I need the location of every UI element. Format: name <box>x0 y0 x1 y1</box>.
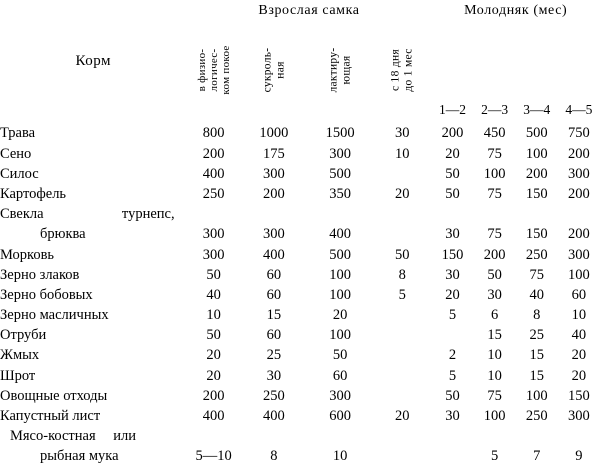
cell-value: 300 <box>568 408 590 425</box>
subheader-age-2-3 <box>474 22 516 118</box>
row-label <box>0 205 187 225</box>
row-label: Жмых <box>0 347 40 364</box>
cell-value: 50 <box>395 246 410 263</box>
row-label: Силос <box>0 165 39 182</box>
cell-value <box>373 205 431 225</box>
subheader-pregnant-label: сукроль- ная <box>261 47 286 93</box>
cell-value: 500 <box>525 125 548 142</box>
cell-value <box>373 427 431 447</box>
cell-value: 75 <box>487 387 502 404</box>
cell-value: 300 <box>262 165 285 182</box>
table-row <box>0 346 600 366</box>
subheader-resting-label: в физио- логичес- ком покое <box>195 45 232 95</box>
row-label: Трава <box>0 125 36 142</box>
table-row <box>0 386 600 406</box>
cell-value: 40 <box>571 327 587 344</box>
cell-value: 300 <box>568 246 590 263</box>
cell-value: 10 <box>332 448 348 465</box>
cell-value: 250 <box>202 185 225 202</box>
cell-value: 8 <box>270 448 278 465</box>
table-row <box>0 205 600 225</box>
row-label: Зерно бобовых <box>0 286 93 303</box>
row-label-text: Свекла <box>0 206 44 223</box>
cell-value <box>241 205 307 225</box>
table-row <box>0 306 600 326</box>
cell-value <box>373 346 431 366</box>
cell-value: 20 <box>571 347 587 364</box>
cell-value: 30 <box>445 226 460 243</box>
cell-value: 9 <box>575 448 583 465</box>
cell-value: 8 <box>533 307 541 324</box>
row-label: Капустный лист <box>0 408 101 425</box>
cell-value: 15 <box>529 347 544 364</box>
cell-value: 200 <box>262 185 285 202</box>
cell-value: 300 <box>329 387 351 404</box>
cell-value: 20 <box>445 145 460 162</box>
cell-value <box>431 447 473 467</box>
cell-value: 450 <box>483 125 506 142</box>
cell-value: 300 <box>568 165 590 182</box>
row-label: Отруби <box>0 327 47 344</box>
cell-value: 50 <box>206 327 221 344</box>
cell-value: 1000 <box>259 125 289 142</box>
cell-value: 75 <box>529 266 544 283</box>
header-group-row <box>0 0 600 22</box>
row-label-text-right: турнепс, <box>121 206 175 223</box>
cell-value: 150 <box>441 246 464 263</box>
cell-value: 250 <box>525 408 548 425</box>
cell-value: 100 <box>525 387 548 404</box>
cell-value: 400 <box>202 165 225 182</box>
cell-value: 30 <box>395 125 410 142</box>
cell-value: 100 <box>525 145 548 162</box>
cell-value: 25 <box>529 327 544 344</box>
cell-value: 30 <box>445 408 460 425</box>
cell-value: 100 <box>568 266 590 283</box>
cell-value: 200 <box>525 165 548 182</box>
cell-value: 20 <box>395 185 410 202</box>
cell-value <box>373 366 431 386</box>
cell-value: 400 <box>329 226 351 243</box>
table-row <box>0 124 600 144</box>
cell-value: 250 <box>525 246 548 263</box>
cell-value: 300 <box>329 145 351 162</box>
subheader-pregnant <box>241 22 307 118</box>
cell-value: 100 <box>483 408 506 425</box>
cell-value: 500 <box>329 246 351 263</box>
cell-value: 200 <box>202 145 225 162</box>
table-row <box>0 245 600 265</box>
cell-value: 30 <box>445 266 460 283</box>
cell-value: 10 <box>487 347 502 364</box>
row-label-text-cont: рыбная мука <box>40 448 119 465</box>
cell-value: 10 <box>395 145 410 162</box>
cell-value <box>558 427 600 447</box>
row-label <box>0 225 187 245</box>
cell-value: 30 <box>266 367 282 384</box>
cell-value: 600 <box>329 408 351 425</box>
cell-value: 800 <box>202 125 225 142</box>
cell-value: 750 <box>568 125 590 142</box>
row-label <box>0 427 187 447</box>
cell-value: 50 <box>445 387 460 404</box>
row-label: Зерно масличных <box>0 307 109 324</box>
cell-value: 6 <box>490 307 499 324</box>
cell-value: 20 <box>395 408 410 425</box>
cell-value: 400 <box>262 246 285 263</box>
subheader-lactating <box>307 22 373 118</box>
cell-value <box>373 447 431 467</box>
cell-value: 25 <box>266 347 282 364</box>
cell-value <box>307 427 373 447</box>
group-header-adult-female <box>187 0 432 22</box>
table-row <box>0 225 600 245</box>
group-header-young-label: Молодняк (мес) <box>464 2 568 18</box>
cell-value: 100 <box>329 266 351 283</box>
cell-value <box>431 205 473 225</box>
cell-value <box>241 427 307 447</box>
cell-value: 75 <box>487 226 502 243</box>
cell-value: 350 <box>329 185 351 202</box>
table-row <box>0 326 600 346</box>
cell-value: 20 <box>445 286 460 303</box>
cell-value: 400 <box>262 408 285 425</box>
subheader-age-2-3-label: 2—3 <box>481 101 509 117</box>
cell-value <box>373 164 431 184</box>
corner-header-cell <box>0 0 187 124</box>
cell-value: 10 <box>487 367 502 384</box>
cell-value: 15 <box>487 327 502 344</box>
cell-value: 60 <box>332 367 348 384</box>
subheader-age-1-2 <box>431 22 473 118</box>
row-label: Сено <box>0 145 32 162</box>
cell-value: 100 <box>483 165 506 182</box>
cell-value: 300 <box>202 246 225 263</box>
cell-value <box>373 326 431 346</box>
cell-value: 60 <box>266 327 282 344</box>
subheader-age-4-5-label: 4—5 <box>565 101 593 117</box>
table-row <box>0 285 600 305</box>
subheader-age-4-5 <box>558 22 600 118</box>
cell-value <box>187 205 241 225</box>
row-label: Морковь <box>0 246 55 263</box>
cell-value: 100 <box>329 327 351 344</box>
table-row <box>0 447 600 467</box>
table-row <box>0 406 600 426</box>
row-label: Картофель <box>0 185 67 202</box>
row-label: Зерно злаков <box>0 266 80 283</box>
subheader-age-3-4 <box>516 22 558 118</box>
cell-value: 300 <box>262 226 285 243</box>
cell-value: 200 <box>568 226 590 243</box>
row-label: Овощные отходы <box>0 387 108 404</box>
cell-value: 20 <box>571 367 587 384</box>
cell-value: 5 <box>490 448 499 465</box>
row-label <box>0 447 187 467</box>
cell-value: 400 <box>202 408 225 425</box>
cell-value: 60 <box>266 266 282 283</box>
cell-value: 60 <box>266 286 282 303</box>
row-label: Шрот <box>0 367 36 384</box>
subheader-lactating-label: лактиру- ющая <box>327 47 353 93</box>
subheader-resting <box>187 22 241 118</box>
cell-value: 10 <box>571 307 587 324</box>
cell-value: 60 <box>571 286 587 303</box>
cell-value: 5 <box>398 286 406 303</box>
cell-value: 50 <box>445 165 460 182</box>
cell-value: 200 <box>568 145 590 162</box>
cell-value <box>516 427 558 447</box>
cell-value: 5 <box>448 307 457 324</box>
cell-value: 50 <box>445 185 460 202</box>
cell-value <box>373 225 431 245</box>
cell-value: 200 <box>483 246 506 263</box>
cell-value: 20 <box>332 307 348 324</box>
cell-value: 500 <box>329 165 351 182</box>
cell-value: 15 <box>529 367 544 384</box>
cell-value: 100 <box>329 286 351 303</box>
cell-value: 30 <box>487 286 502 303</box>
cell-value: 200 <box>568 185 590 202</box>
cell-value: 75 <box>487 185 502 202</box>
cell-value: 175 <box>262 145 285 162</box>
cell-value: 150 <box>525 185 548 202</box>
cell-value: 200 <box>441 125 464 142</box>
table-row <box>0 164 600 184</box>
cell-value: 20 <box>206 367 221 384</box>
subheader-day18-to-1month-label: с 18 дня до 1 мес <box>389 48 415 92</box>
cell-value <box>431 427 473 447</box>
cell-value: 40 <box>529 286 544 303</box>
cell-value <box>558 205 600 225</box>
cell-value: 50 <box>206 266 221 283</box>
cell-value: 75 <box>487 145 502 162</box>
table-row <box>0 366 600 386</box>
cell-value <box>373 306 431 326</box>
row-label-text: Мясо-костная <box>10 428 96 445</box>
subheader-day18-to-1month <box>373 22 431 118</box>
cell-value: 1500 <box>325 125 355 142</box>
cell-value <box>307 205 373 225</box>
cell-value <box>474 427 516 447</box>
cell-value: 5—10 <box>195 448 232 465</box>
cell-value: 40 <box>206 286 221 303</box>
cell-value: 200 <box>202 387 225 404</box>
cell-value: 250 <box>262 387 285 404</box>
cell-value: 7 <box>533 448 541 465</box>
cell-value <box>373 386 431 406</box>
cell-value: 20 <box>206 347 221 364</box>
table-row <box>0 265 600 285</box>
cell-value: 50 <box>332 347 348 364</box>
row-label-text-right: или <box>113 428 137 445</box>
cell-value: 150 <box>525 226 548 243</box>
table-row <box>0 427 600 447</box>
cell-value: 150 <box>568 387 590 404</box>
cell-value: 10 <box>206 307 221 324</box>
cell-value: 300 <box>202 226 225 243</box>
cell-value: 50 <box>487 266 502 283</box>
cell-value: 5 <box>448 367 457 384</box>
cell-value: 8 <box>398 266 406 283</box>
table-row <box>0 184 600 204</box>
cell-value: 15 <box>266 307 282 324</box>
cell-value <box>187 427 241 447</box>
cell-value <box>516 205 558 225</box>
subheader-age-1-2-label: 1—2 <box>438 101 466 117</box>
row-label-text-cont: брюква <box>40 226 86 243</box>
subheader-age-3-4-label: 3—4 <box>523 101 551 117</box>
table-row <box>0 144 600 164</box>
group-header-adult-female-label: Взрослая самка <box>258 2 360 18</box>
cell-value <box>474 205 516 225</box>
cell-value: 2 <box>448 347 457 364</box>
group-header-young <box>431 0 600 22</box>
cell-value <box>431 326 473 346</box>
corner-header-label: Корм <box>75 53 112 70</box>
